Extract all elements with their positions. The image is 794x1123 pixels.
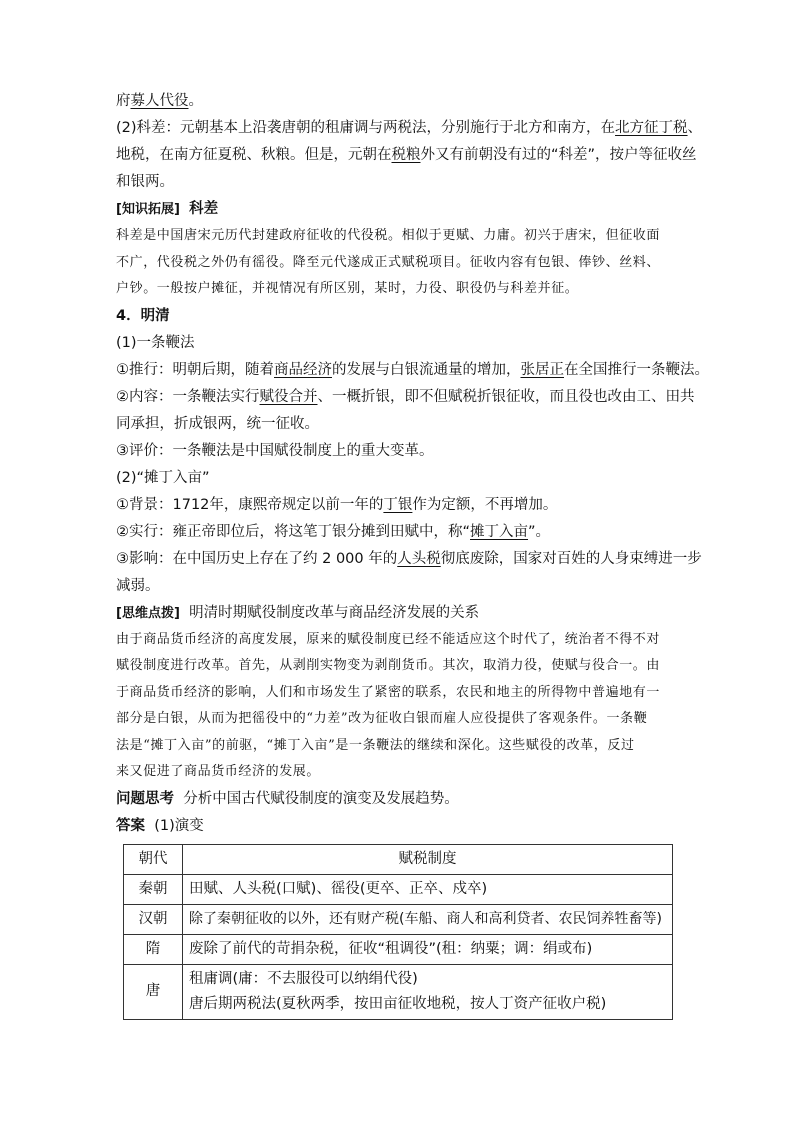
table-row xyxy=(124,904,673,934)
thinking-tip-body xyxy=(116,627,680,786)
text: ③评价：一条鞭法是中国赋役制度上的重大变革。 xyxy=(116,442,434,459)
answer-line xyxy=(116,813,680,840)
table-cell-line: 租庸调(庸：不去服役可以纳绢代役) xyxy=(189,970,418,987)
question-line xyxy=(116,786,680,813)
text: 彻底废除，国家对百姓的人身束缚进一步 xyxy=(440,550,702,567)
text: 外又有前朝没有过的“科差”，按户等征收丝 xyxy=(420,147,697,163)
body-line: 于商品货币经济的影响，人们和市场发生了紧密的联系，农民和地主的所得物中普遍地有一 xyxy=(116,684,661,700)
table-cell-tax: 除了秦朝征收的以外，还有财产税(车船、商人和高利贷者、农民饲养牲畜等) xyxy=(183,904,673,934)
text: ③影响：在中国历史上存在了约 2 000 年的 xyxy=(116,550,398,567)
table-row xyxy=(124,874,673,904)
table-header: 朝代 xyxy=(124,844,183,874)
table-header: 赋税制度 xyxy=(183,844,673,874)
underlined-term: 税粮 xyxy=(391,147,421,163)
underlined-term: 募人代役 xyxy=(130,93,189,109)
text: 府 xyxy=(116,93,131,109)
body-line: 来又促进了商品货币经济的发展。 xyxy=(116,764,321,779)
text: 作为定额，不再增加。 xyxy=(412,496,558,513)
text: 地税，在南方征夏税、秋粮。但是，元朝在 xyxy=(116,147,392,163)
underlined-term: 赋役合并 xyxy=(259,388,318,405)
question-tag: 问题思考 xyxy=(116,790,174,807)
answer-text: (1)演变 xyxy=(154,817,204,834)
body-line: 户钞。一般按户摊征，并视情况有所区别，某时，力役、职役仍与科差并征。 xyxy=(116,281,579,296)
text: 在全国推行一条鞭法。 xyxy=(564,361,709,378)
text: 和银两。 xyxy=(116,174,174,190)
body-line: 部分是白银，从而为把徭役中的“力差”改为征收白银而雇人应役提供了客观条件。一条鞭 xyxy=(116,711,648,726)
subheading: (2)“摊丁入亩” xyxy=(116,469,210,486)
text: ①背景：1712年，康熙帝规定以前一年的 xyxy=(116,496,384,513)
text: ①推行：明朝后期，随着 xyxy=(116,361,274,378)
table-cell-line: 唐后期两税法(夏秋两季，按田亩征收地税，按人丁资产征收户税) xyxy=(189,995,607,1012)
answer-tag: 答案 xyxy=(116,817,145,834)
table-cell-dynasty: 隋 xyxy=(124,934,183,964)
underlined-term: 北方征丁税 xyxy=(615,120,688,136)
thinking-tip-tag: [思维点拨] xyxy=(116,605,180,621)
body-line: 科差是中国唐宋元历代封建政府征收的代役税。相似于更赋、力庸。初兴于唐宋，但征收面 xyxy=(116,228,661,243)
underlined-term: 摊丁入亩 xyxy=(470,523,529,540)
underlined-term: 丁银 xyxy=(383,496,413,513)
thinking-tip-title: 明清时期赋役制度改革与商品经济发展的关系 xyxy=(189,604,480,621)
tax-system-table xyxy=(123,844,673,1020)
thinking-tip-heading xyxy=(116,600,680,627)
text: ②内容：一条鞭法实行 xyxy=(116,388,260,405)
knowledge-extension-title: 科差 xyxy=(189,201,219,217)
table-cell-dynasty: 汉朝 xyxy=(124,904,183,934)
body-line: 由于商品货币经济的高度发展，原来的赋役制度已经不能适应这个时代了，统治者不得不对 xyxy=(116,631,661,647)
table-header-row xyxy=(124,844,673,874)
paragraph-kecha xyxy=(116,115,703,196)
subheading: (1)一条鞭法 xyxy=(116,334,195,351)
table-cell-dynasty: 秦朝 xyxy=(124,874,183,904)
table-cell-tax: 田赋、人头税(口赋)、徭役(更卒、正卒、戍卒) xyxy=(183,874,673,904)
underlined-term: 人头税 xyxy=(397,550,441,567)
body-line: 法是“摊丁入亩”的前驱，“摊丁入亩”是一条鞭法的继续和深化。这些赋役的改革，反过 xyxy=(116,737,635,753)
table-cell-tax: 废除了前代的苛捐杂税，征收“租调役”(租：纳粟；调：绢或布) xyxy=(183,934,673,964)
table-row xyxy=(124,934,673,964)
text: (2)科差：元朝基本上沿袭唐朝的租庸调与两税法，分别施行于北方和南方，在 xyxy=(116,120,616,136)
body-line: 赋役制度进行改革。首先，从剥削实物变为剥削货币。其次，取消力役，使赋与役合一。由 xyxy=(116,658,661,673)
paragraph-yuan-tail xyxy=(116,88,680,115)
text: 的发展与白银流通量的增加， xyxy=(332,361,521,378)
text: 减弱。 xyxy=(116,577,160,594)
knowledge-extension-body xyxy=(116,223,680,303)
table-row xyxy=(124,964,673,1019)
text: 同承担，折成银两，统一征收。 xyxy=(116,415,319,432)
text: ”。 xyxy=(528,523,551,540)
knowledge-extension-heading xyxy=(116,196,680,223)
document-page xyxy=(116,88,709,1020)
table-cell-tax xyxy=(183,964,673,1019)
question-text: 分析中国古代赋役制度的演变及发展趋势。 xyxy=(183,790,459,807)
underlined-term: 张居正 xyxy=(520,361,564,378)
body-line: 不广，代役税之外仍有徭役。降至元代遂成正式赋税项目。征收内容有包银、俸钞、丝料、 xyxy=(116,254,661,270)
text: ②实行：雍正帝即位后，将这笔丁银分摊到田赋中，称“ xyxy=(116,523,471,540)
text: 。 xyxy=(188,93,203,109)
table-cell-dynasty: 唐 xyxy=(124,964,183,1019)
text: 、 xyxy=(687,120,703,136)
underlined-term: 商品经济 xyxy=(274,361,332,378)
section-heading: 4．明清 xyxy=(116,307,170,324)
text: 、一概折银，即不但赋税折银征收，而且役也改由工、田共 xyxy=(317,388,695,405)
knowledge-extension-tag: [知识拓展] xyxy=(116,202,180,217)
